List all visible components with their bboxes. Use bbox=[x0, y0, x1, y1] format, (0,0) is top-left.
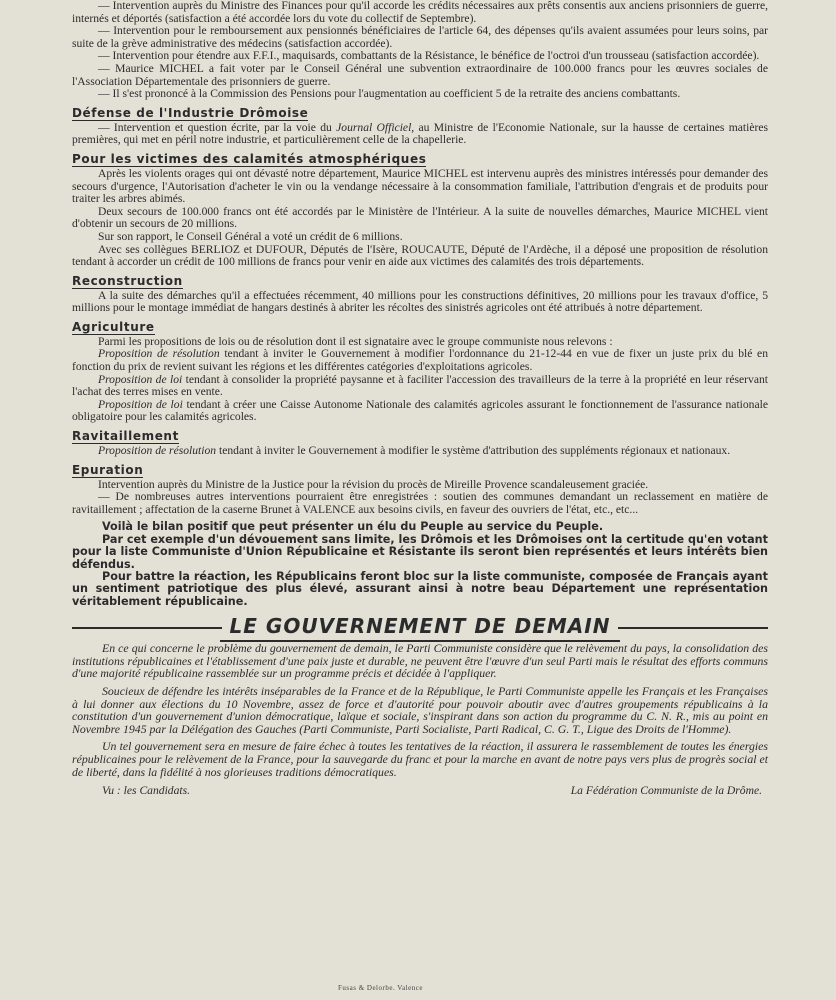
calamites-paragraph: Sur son rapport, le Conseil Général a voté un crédit de 6 millions. bbox=[98, 229, 403, 243]
agriculture-proposition: Proposition de loi tendant à consolider la propriété paysanne et à faciliter l'accession des travailleurs de la terre à la propriété en leur réservant l'achat des terres mises en vente. bbox=[72, 372, 768, 399]
gouvernement-title: LE GOUVERNEMENT DE DEMAIN bbox=[220, 614, 621, 642]
section-heading-agriculture: Agriculture bbox=[72, 319, 155, 334]
title-right-rule bbox=[618, 627, 768, 629]
intro-item: — Intervention pour étendre aux F.F.I., maquisards, combattants de la Résistance, le bénéfice de l'octroi d'un trousseau (satisfaction accordée). bbox=[98, 49, 760, 63]
document-page bbox=[72, 0, 768, 1000]
signature-footer bbox=[72, 784, 768, 797]
section-heading-calamites: Pour les victimes des calamités atmosphériques bbox=[72, 151, 427, 166]
gouvernement-title-block bbox=[72, 614, 768, 642]
intro-item: — Intervention auprès du Ministre des Finances pour qu'il accorde les crédits nécessaires aux prêts consentis aux anciens prisonniers de guerre, internés et déportés (satisfaction a été accordée lors du vote du collectif de Septembre). bbox=[72, 0, 768, 25]
agriculture-paragraph: Parmi les propositions de lois ou de résolution dont il est signataire avec le groupe communiste nous relevons : bbox=[98, 334, 613, 348]
epuration-paragraph: — De nombreuses autres interventions pourraient être enregistrées : soutien des communes demandant un reclassement en matière de ravitaillement ; affectation de la caserne Brunet à VALENCE aux besoins civils, en faveur des ouvriers de l'état, etc., etc... bbox=[72, 490, 768, 516]
epuration-paragraph: Intervention auprès du Ministre de la Justice pour la révision du procès de Mireille Provence scandaleusement graciée. bbox=[98, 477, 649, 491]
intro-item: — Maurice MICHEL a fait voter par le Conseil Général une subvention extraordinaire de 100.000 francs pour les œuvres sociales de l'Association Départementale des prisonniers de guerre. bbox=[72, 61, 768, 88]
intro-item: — Il s'est prononcé à la Commission des Pensions pour l'augmentation au coefficient 5 de la retraite des anciens combattants. bbox=[98, 87, 681, 101]
section-heading-ravitaillement: Ravitaillement bbox=[72, 429, 179, 444]
intro-item: — Intervention pour le remboursement aux pensionnés bénéficiaires de l'article 64, des dépenses qu'ils avaient assumées pour leurs soins, par suite de la grève administrative des médecins (satisfaction accordée). bbox=[72, 24, 768, 50]
section-heading-reconstruction: Reconstruction bbox=[72, 273, 183, 288]
conclusion-paragraph: Pour battre la réaction, les Républicains feront bloc sur la liste communiste, composée de Français ayant un sentiment patriotique des plus élevé, assurant ainsi à notre beau Département une représentation véritablement républicaine. bbox=[72, 570, 768, 608]
calamites-paragraph: Avec ses collègues BERLIOZ et DUFOUR, Députés de l'Isère, ROUCAUTE, Député de l'Ardèche, il a déposé une proposition de résolution tendant à accorder un crédit de 100 millions de francs pour venir en aide aux victimes des calamités des trois départements. bbox=[72, 242, 768, 269]
reconstruction-paragraph: A la suite des démarches qu'il a effectuées récemment, 40 millions pour les constructions définitives, 20 millions pour les travaux d'office, 5 millions pour le montage immédiat de hangars destinés à abriter les récoltes des sinistrés agricoles ont été attribués à notre département. bbox=[72, 288, 768, 315]
intro-section bbox=[72, 0, 768, 101]
footer-candidats: Vu : les Candidats. bbox=[102, 784, 191, 798]
title-left-rule bbox=[72, 627, 222, 629]
agriculture-proposition: Proposition de loi tendant à créer une Caisse Autonome Nationale des calamités agricoles assurant le fonctionnement de l'assurance nationale obligatoire pour les calamités agricoles. bbox=[72, 397, 768, 424]
section-heading-industrie: Défense de l'Industrie Drômoise bbox=[72, 105, 309, 120]
gouvernement-paragraph: En ce qui concerne le problème du gouvernement de demain, le Parti Communiste considère que le relèvement du pays, la consolidation des institutions républicaines et l'établissement d'une paix juste et durable, ne peuvent être l'œuvre d'un seul Parti mais le résultat des efforts communs d'une majorité républicaine rassemblée sur un programme précis et décidée à l'appliquer. bbox=[72, 641, 768, 681]
agriculture-proposition: Proposition de résolution tendant à inviter le Gouvernement à modifier l'ordonnance du 21-12-44 en vue de fixer un juste prix du blé en fonction du prix de revient suivant les régions et les différentes catégories d'exploitations agricoles. bbox=[72, 347, 768, 374]
conclusion-bilan: Voilà le bilan positif que peut présenter un élu du Peuple au service du Peuple. bbox=[102, 520, 604, 534]
calamites-paragraph: Après les violents orages qui ont dévasté notre département, Maurice MICHEL est intervenu auprès des ministres intéressés pour demander des secours d'urgence, l'Autorisation d'acheter le vin ou la vendange nécessaire à la consommation familiale, l'attribution d'engrais et de produits pour traiter les arbres abimés. bbox=[72, 166, 768, 206]
journal-officiel-title: Journal Officiel bbox=[336, 120, 412, 134]
footer-federation: La Fédération Communiste de la Drôme. bbox=[570, 784, 762, 798]
conclusion-paragraph: Par cet exemple d'un dévouement sans limite, les Drômois et les Drômoises ont la certitude qu'en votant pour la liste Communiste d'Union Républicaine et Résistante ils seront bien représentés et leurs intérêts bien défendus. bbox=[72, 532, 768, 571]
printer-mark: Fusas & Delorbe. Valence bbox=[338, 984, 423, 992]
industrie-paragraph: — Intervention et question écrite, par la voie du Journal Officiel, au Ministre de l'Economie Nationale, sur la hausse de certaines matières premières, qui met en péril notre industrie, et particulièrement celle de la chapellerie. bbox=[72, 120, 768, 147]
gouvernement-paragraph: Soucieux de défendre les intérêts inséparables de la France et de la République, le Parti Communiste appelle les Français et les Françaises à lui donner aux élections du 10 Novembre, assez de force et d'autorité pour pouvoir aboutir avec d'autres groupements républicains à la constitution d'un gouvernement d'union démocratique, laïque et sociale, s'inspirant dans son action du programme du C. N. R., mis au point en Novembre 1945 par la Délégation des Gauches (Parti Communiste, Parti Socialiste, Parti Radical, C. G. T., Ligue des Droits de l'Homme). bbox=[72, 684, 768, 736]
section-heading-epuration: Epuration bbox=[72, 462, 144, 477]
calamites-paragraph: Deux secours de 100.000 francs ont été accordés par le Ministère de l'Intérieur. A la suite de nouvelles démarches, Maurice MICHEL vient d'obtenir un secours de 20 millions. bbox=[72, 204, 768, 231]
ravitaillement-proposition: Proposition de résolution tendant à inviter le Gouvernement à modifier le système d'attribution des suppléments régionaux et nationaux. bbox=[98, 444, 731, 458]
gouvernement-paragraph: Un tel gouvernement sera en mesure de faire échec à toutes les tentatives de la réaction, il assurera le rassemblement de toutes les énergies républicaines pour le relèvement de la France, pour la sauvegarde du franc et pour la marche en avant de notre pays vers plus de progrès social et de liberté, dans la fidélité à nos glorieuses traditions démocratiques. bbox=[72, 739, 768, 779]
